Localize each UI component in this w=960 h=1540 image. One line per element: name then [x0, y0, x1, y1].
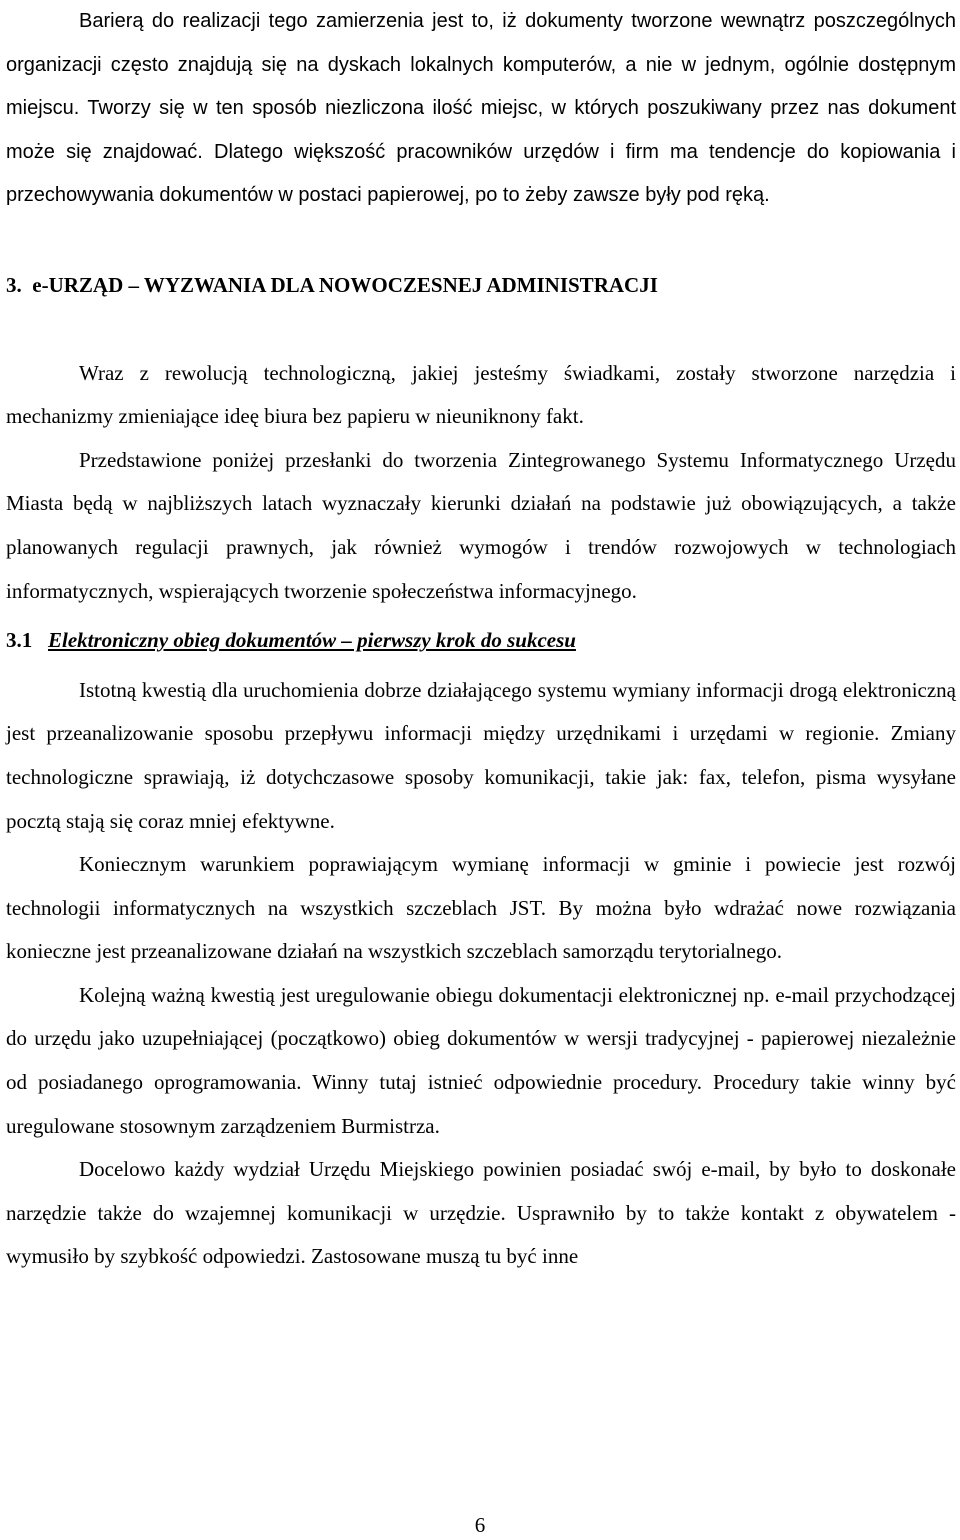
paragraph-1: Barierą do realizacji tego zamierzenia jest to, iż dokumenty tworzone wewnątrz poszczególnych organizacji często znajdują się na dyskach lokalnych komputerów, a nie w jednym, ogólnie dostępnym miejscu. Tworzy się w ten sposób niezliczona ilość miejsc, w których poszukiwany przez nas dokument może się znajdować. Dlatego większość pracowników urzędów i firm ma tendencje do kopiowania i przechowywania dokumentów w postaci papierowej, po to żeby zawsze były pod ręką.	[6, 10, 956, 207]
section-3-heading	[6, 264, 956, 308]
section-3-1-title: Elektroniczny obieg dokumentów – pierwszy krok do sukcesu	[48, 628, 576, 653]
section-3-title: e-URZĄD – WYZWANIA DLA NOWOCZESNEJ ADMINISTRACJI	[32, 272, 658, 297]
paragraph-2: Wraz z rewolucją technologiczną, jakiej jesteśmy świadkami, zostały stworzone narzędzia i mechanizmy zmieniające ideę biura bez papieru w nieuniknony fakt.	[6, 360, 956, 429]
section-3-1-heading	[6, 619, 956, 663]
paragraph-6: Kolejną ważną kwestią jest uregulowanie obiegu dokumentacji elektronicznej np. e-mail przychodzącej do urzędu jako uzupełniającej (początkowo) obieg dokumentów w wersji tradycyjnej - papierowej niezależnie od posiadanego oprogramowania. Winny tutaj istnieć odpowiednie procedury. Procedury takie winny być uregulowane stosownym zarządzeniem Burmistrza.	[6, 982, 956, 1138]
page-number: 6	[474, 1513, 486, 1537]
spacer	[6, 308, 956, 352]
document-page	[6, 0, 956, 1279]
paragraph-4: Istotną kwestią dla uruchomienia dobrze działającego systemu wymiany informacji drogą elektroniczną jest przeanalizowanie sposobu przepływu informacji między urzędnikami i urzędami w regionie. Zmiany technologiczne sprawiają, iż dotychczasowe sposoby komunikacji, takie jak: fax, telefon, pisma wysyłane pocztą stają się coraz mniej efektywne.	[6, 677, 956, 833]
section-3-number: 3.	[6, 272, 22, 297]
paragraph-5: Koniecznym warunkiem poprawiającym wymianę informacji w gminie i powiecie jest rozwój technologii informatycznych na wszystkich szczeblach JST. By można było wdrażać nowe rozwiązania konieczne jest przeanalizowane działań na wszystkich szczeblach samorządu terytorialnego.	[6, 852, 956, 964]
section-3-1-number: 3.1	[6, 628, 33, 653]
paragraph-7: Docelowo każdy wydział Urzędu Miejskiego powinien posiadać swój e-mail, by było to doskonałe narzędzie także do wzajemnej komunikacji w urzędzie. Usprawniło by to także kontakt z obywatelem - wymusiło by szybkość odpowiedzi. Zastosowane muszą tu być inne	[6, 1157, 956, 1269]
spacer	[6, 218, 956, 264]
paragraph-3: Przedstawione poniżej przesłanki do tworzenia Zintegrowanego Systemu Informatycznego Urzędu Miasta będą w najbliższych latach wyznaczały kierunki działań na podstawie już obowiązujących, a także planowanych regulacji prawnych, jak również wymogów i trendów rozwojowych w technologiach informatycznych, wspierających tworzenie społeczeństwa informacyjnego.	[6, 447, 956, 603]
